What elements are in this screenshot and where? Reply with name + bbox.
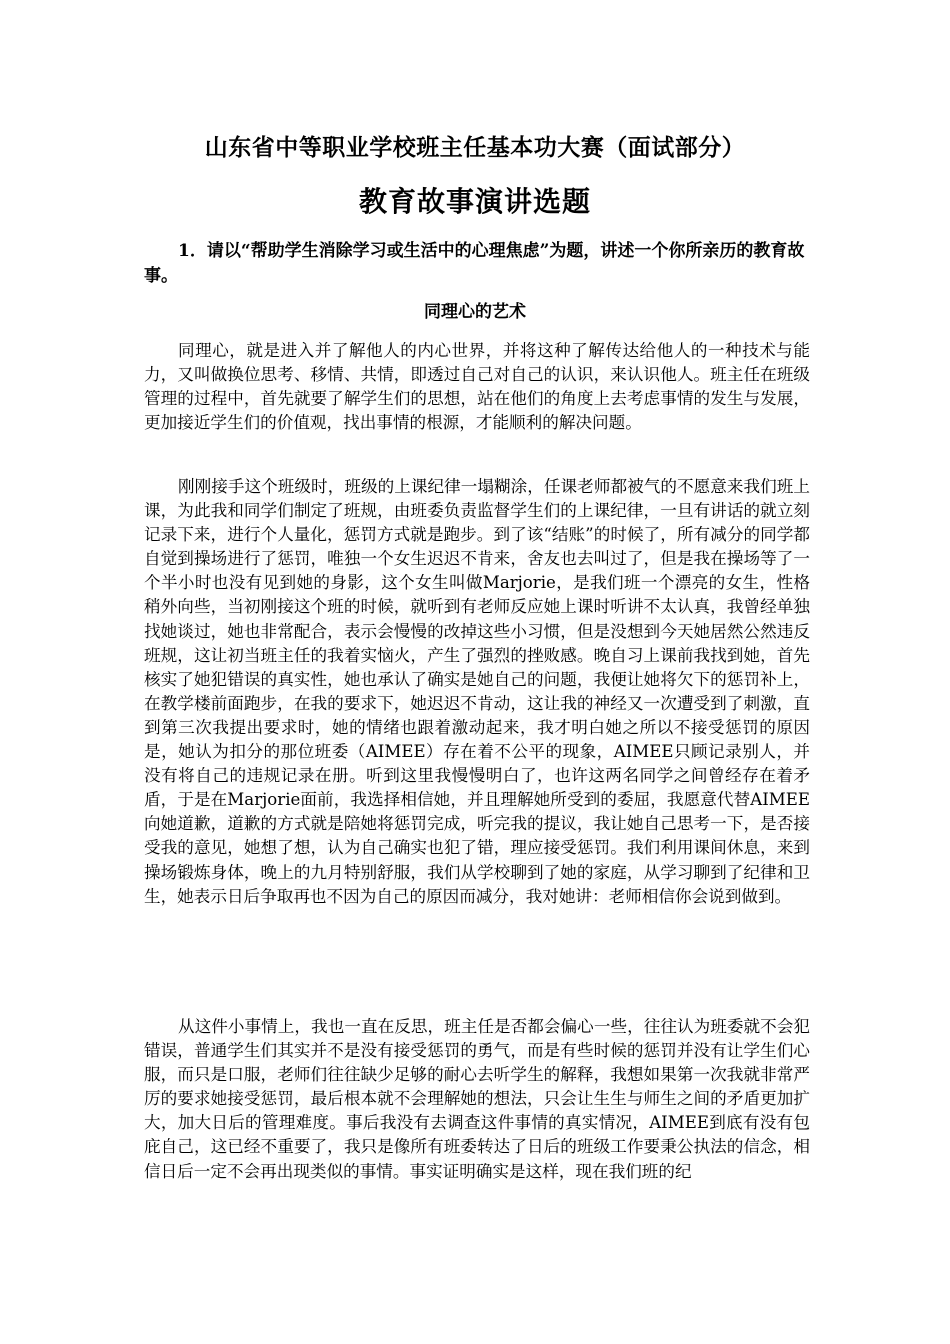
speech-prompt: 1．请以“帮助学生消除学习或生活中的心理焦虑”为题，讲述一个你所亲历的教育故事。 xyxy=(144,241,805,286)
body-paragraph-1: 同理心，就是进入并了解他人的内心世界，并将这种了解传达给他人的一种技术与能力，又叫做换位思考、移情、共情，即透过自己对自己的认识，来认识他人。班主任在班级管理的过程中，首先就要了解学生们的思想，站在他们的角度上去考虑事情的发生与发展，更加接近学生们的价值观，找出事情的根源，才能顺利的解决问题。 xyxy=(144,341,810,433)
story-title: 同理心的艺术 xyxy=(424,302,526,322)
body-paragraph-3: 从这件小事情上，我也一直在反思，班主任是否都会偏心一些，往往认为班委就不会犯错误，普通学生们其实并不是没有接受惩罚的勇气，而是有些时候的惩罚并没有让学生们心服，而只是口服，老师们往往缺少足够的耐心去听学生的解释，我想如果第一次我就非常严厉的要求她接受惩罚，最后根本就不会理解她的想法，只会让生生与师生之间的矛盾更加扩大，加大日后的管理难度。事后我没有去调查这件事情的真实情况，AIMEE到底有没有包庇自己，这已经不重要了，我只是像所有班委转达了日后的班级工作要秉公执法的信念，相信日后一定不会再出现类似的事情。事实证明确实是这样，现在我们班的纪 xyxy=(144,1017,810,1181)
document-title: 山东省中等职业学校班主任基本功大赛（面试部分） xyxy=(204,134,746,161)
document-subtitle: 教育故事演讲选题 xyxy=(358,185,591,218)
body-paragraph-2: 刚刚接手这个班级时，班级的上课纪律一塌糊涂，任课老师都被气的不愿意来我们班上课，为此我和同学们制定了班规，由班委负责监督学生们的上课纪律，一旦有讲话的就立刻记录下来，进行个人量化，惩罚方式就是跑步。到了该“结账”的时候了，所有减分的同学都自觉到操场进行了惩罚，唯独一个女生迟迟不肯来，舍友也去叫过了，但是我在操场等了一个半小时也没有见到她的身影，这个女生叫做Marjorie，是我们班一个漂亮的女生，性格稍外向些，当初刚接这个班的时候，就听到有老师反应她上课时听讲不太认真，我曾经单独找她谈过，她也非常配合，表示会慢慢的改掉这些小习惯，但是没想到今天她居然公然违反班规，这让初当班主任的我着实恼火，产生了强烈的挫败感。晚自习上课前我找到她，首先核实了她犯错误的真实性，她也承认了确实是她自己的问题，我便让她将欠下的惩罚补上，在教学楼前面跑步，在我的要求下，她迟迟不肯动，这让我的神经又一次遭受到了刺激，直到第三次我提出要求时，她的情绪也跟着激动起来，我才明白她之所以不接受惩罚的原因是，她认为扣分的那位班委（AIMEE）存在着不公平的现象，AIMEE只顾记录别人，并没有将自己的违规记录在册。听到这里我慢慢明白了，也许这两名同学之间曾经存在着矛盾，于是在Marjorie面前，我选择相信她，并且理解她所受到的委屈，我愿意代替AIMEE向她道歉，道歉的方式就是陪她将惩罚完成，听完我的提议，我让她自己思考一下，是否接受我的意见，她想了想，认为自己确实也犯了错，理应接受惩罚。我们利用课间休息，来到操场锻炼身体，晚上的九月特别舒服，我们从学校聊到了她的家庭，从学习聊到了纪律和卫生，她表示日后争取再也不因为自己的原因而减分，我对她讲：老师相信你会说到做到。 xyxy=(144,477,810,906)
